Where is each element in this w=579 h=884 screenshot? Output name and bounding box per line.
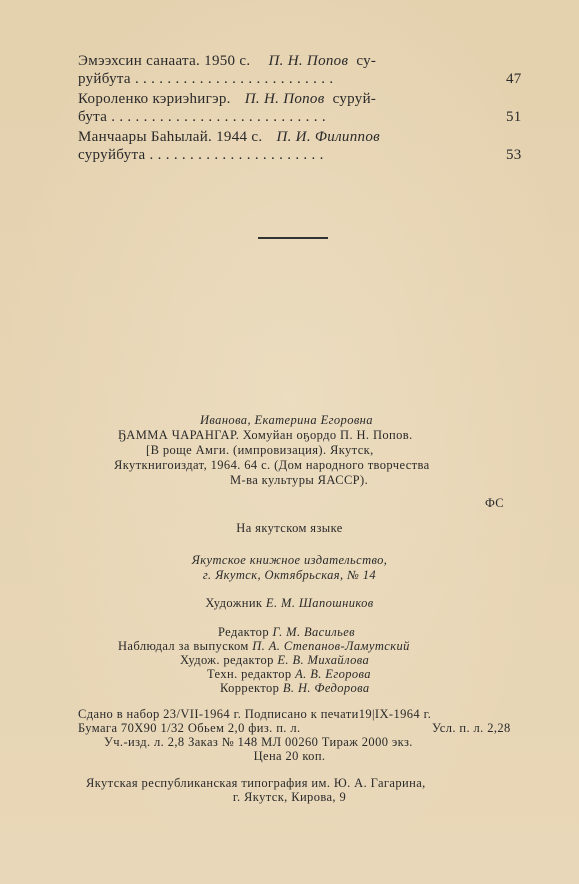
toc-leader-dots: . . . . . . . . . . . . . . . . . . . . . . . . . — [134, 71, 334, 87]
classification-code: ФС — [485, 496, 505, 510]
publisher-line1: Якутское книжное издательство, — [191, 553, 388, 567]
toc-entry-2-author: П. Н. Попов — [244, 91, 325, 107]
toc-entry-1-line2 — [78, 70, 522, 88]
editor-label: Редактор — [218, 625, 269, 639]
toc-entry-3-cont: суруйбута — [78, 147, 146, 163]
toc-entry-1-author: П. Н. Попов — [268, 53, 349, 69]
artist-name: Е. М. Шапошников — [265, 596, 374, 610]
supervised-label: Наблюдал за выпуском — [118, 639, 249, 653]
toc-entry-2-cont: бута — [78, 109, 108, 125]
toc-entry-2-line1 — [78, 90, 498, 108]
toc-entry-3-line1 — [78, 128, 498, 146]
toc — [78, 52, 522, 164]
print-details-line3: Уч.-изд. л. 2,8 Заказ № 148 МЛ 00260 Тираж 2000 экз. — [104, 735, 413, 749]
corrector-credit — [220, 681, 370, 696]
print-details-line1: Сдано в набор 23/VII-1964 г. Подписано к печати19|IX-1964 г. — [78, 707, 432, 721]
toc-entry-1-title: Эмээхсин санаата. 1950 с. — [78, 53, 251, 69]
toc-entry-1-suffix: су- — [356, 53, 377, 69]
editor-name: Г. М. Васильев — [272, 625, 355, 639]
artist-credit — [0, 596, 579, 611]
toc-entry-2-title: Короленко кэриэhигэр. — [78, 91, 231, 107]
print-details-line2b: Усл. п. л. 2,28 — [432, 721, 511, 735]
supervised-name: П. А. Степанов-Ламутский — [252, 639, 410, 653]
imprint-line5: М-ва культуры ЯАССР). — [230, 473, 369, 487]
imprint-title: ҔАММА ЧАРАНГАР. Хомуйан оҕордо П. Н. Попов. — [118, 428, 413, 442]
price: Цена 20 коп. — [253, 749, 326, 763]
language-note: На якутском языке — [236, 521, 343, 535]
publisher-line2: г. Якутск, Октябрьская, № 14 — [202, 568, 377, 582]
toc-entry-3-line2 — [78, 146, 522, 164]
toc-entry-2-line2 — [78, 108, 522, 126]
art-editor-label: Худож. редактор — [180, 653, 274, 667]
supervised-credit — [118, 639, 410, 654]
toc-leader-dots: . . . . . . . . . . . . . . . . . . . . . . — [149, 147, 324, 163]
imprint-line4: Якуткнигоиздат, 1964. 64 с. (Дом народного творчества — [114, 458, 430, 472]
toc-entry-3-author: П. И. Филиппов — [276, 129, 380, 145]
tech-editor-credit — [207, 667, 371, 682]
toc-entry-1-cont: руйбута — [78, 71, 131, 87]
print-details-line2: Бумага 70X90 1/32 Обьем 2,0 физ. п. л. — [78, 721, 301, 735]
toc-entry-2-page: 51 — [506, 109, 522, 125]
tech-editor-name: А. В. Егорова — [295, 667, 371, 681]
editor-credit — [218, 625, 355, 640]
corrector-name: В. Н. Федорова — [282, 681, 370, 695]
imprint-line3: [В роще Амги. (импровизация). Якутск, — [146, 443, 374, 457]
toc-leader-dots: . . . . . . . . . . . . . . . . . . . . . . . . . . . — [111, 109, 326, 125]
art-editor-name: Е. В. Михайлова — [277, 653, 370, 667]
divider-rule — [258, 237, 328, 239]
toc-entry-3-page: 53 — [506, 147, 522, 163]
toc-entry-2-suffix: суруй- — [332, 91, 377, 107]
corrector-label: Корректор — [220, 681, 280, 695]
printer-line2: г. Якутск, Кирова, 9 — [232, 790, 347, 804]
toc-entry-1-line1 — [78, 52, 498, 70]
art-editor-credit — [180, 653, 369, 668]
toc-entry-1-page: 47 — [506, 71, 522, 87]
artist-label: Художник — [205, 596, 263, 610]
imprint-author: Иванова, Екатерина Егоровна — [200, 413, 373, 427]
printer-line1: Якутская республиканская типография им. Ю. А. Гагарина, — [86, 776, 426, 790]
tech-editor-label: Техн. редактор — [207, 667, 292, 681]
toc-entry-3-title: Манчаары Баhылай. 1944 с. — [78, 129, 263, 145]
